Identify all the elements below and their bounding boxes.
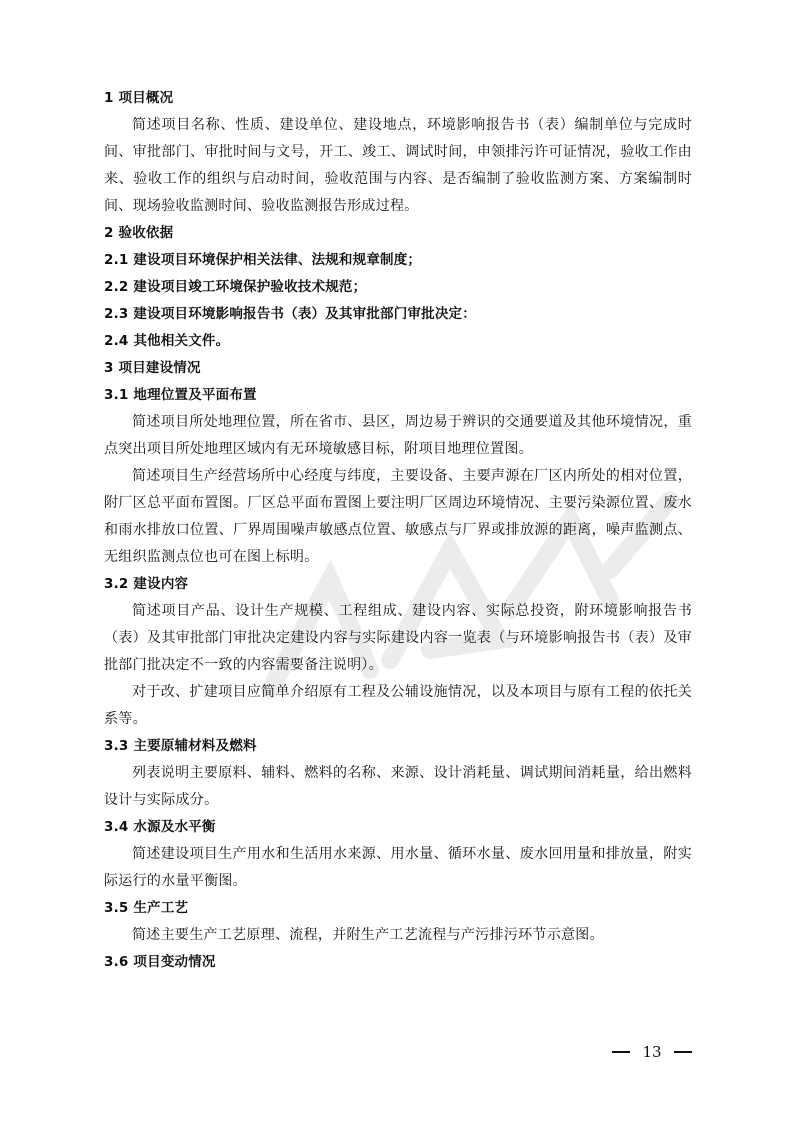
body-paragraph: 简述主要生产工艺原理、流程，并附生产工艺流程与产污排污环节示意图。 bbox=[132, 927, 604, 943]
section-heading: 2 验收依据 bbox=[104, 225, 174, 241]
section-heading: 3.2 建设内容 bbox=[104, 576, 189, 592]
section-heading: 3.6 项目变动情况 bbox=[104, 954, 216, 970]
section-heading: 2.1 建设项目环境保护相关法律、法规和规章制度； bbox=[104, 252, 422, 268]
document-body bbox=[104, 85, 692, 976]
footer-dash-left bbox=[612, 1051, 630, 1053]
section-heading: 3.4 水源及水平衡 bbox=[104, 819, 216, 835]
body-paragraph: 列表说明主要原料、辅料、燃料的名称、来源、设计消耗量、调试期间消耗量，给出燃料设计与实际成分。 bbox=[104, 765, 692, 808]
body-paragraph: 对于改、扩建项目应简单介绍原有工程及公辅设施情况，以及本项目与原有工程的依托关系等。 bbox=[104, 684, 692, 727]
body-paragraph: 简述项目所处地理位置，所在省市、县区，周边易于辨识的交通要道及其他环境情况，重点突出项目所处地理区域内有无环境敏感目标，附项目地理位置图。 bbox=[104, 414, 692, 457]
body-paragraph: 简述建设项目生产用水和生活用水来源、用水量、循环水量、废水回用量和排放量，附实际运行的水量平衡图。 bbox=[104, 846, 692, 889]
section-heading: 3 项目建设情况 bbox=[104, 360, 201, 376]
section-heading: 2.4 其他相关文件。 bbox=[104, 333, 230, 349]
section-heading: 3.3 主要原辅材料及燃料 bbox=[104, 738, 257, 754]
body-paragraph: 简述项目产品、设计生产规模、工程组成、建设内容、实际总投资，附环境影响报告书（表）及其审批部门审批决定建设内容与实际建设内容一览表（与环境影响报告书（表）及审批部门批决定不一致的内容需要备注说明）。 bbox=[104, 603, 692, 673]
page-number: 13 bbox=[642, 1043, 662, 1061]
section-heading: 2.2 建设项目竣工环境保护验收技术规范； bbox=[104, 279, 367, 295]
body-paragraph: 简述项目名称、性质、建设单位、建设地点，环境影响报告书（表）编制单位与完成时间、审批部门、审批时间与文号，开工、竣工、调试时间，申领排污许可证情况，验收工作由来、验收工作的组织与启动时间，验收范围与内容、是否编制了验收监测方案、方案编制时间、现场验收监测时间、验收监测报告形成过程。 bbox=[104, 117, 692, 214]
section-heading: 2.3 建设项目环境影响报告书（表）及其审批部门审批决定： bbox=[104, 306, 476, 322]
body-paragraph: 简述项目生产经营场所中心经度与纬度，主要设备、主要声源在厂区内所处的相对位置，附厂区总平面布置图。厂区总平面布置图上要注明厂区周边环境情况、主要污染源位置、废水和雨水排放口位置、厂界周围噪声敏感点位置、敏感点与厂界或排放源的距离，噪声监测点、无组织监测点位也可在图上标明。 bbox=[104, 468, 692, 565]
footer-dash-right bbox=[674, 1051, 692, 1053]
section-heading: 1 项目概况 bbox=[104, 90, 174, 106]
section-heading: 3.1 地理位置及平面布置 bbox=[104, 387, 257, 403]
page-footer bbox=[612, 1040, 692, 1064]
section-heading: 3.5 生产工艺 bbox=[104, 900, 189, 916]
